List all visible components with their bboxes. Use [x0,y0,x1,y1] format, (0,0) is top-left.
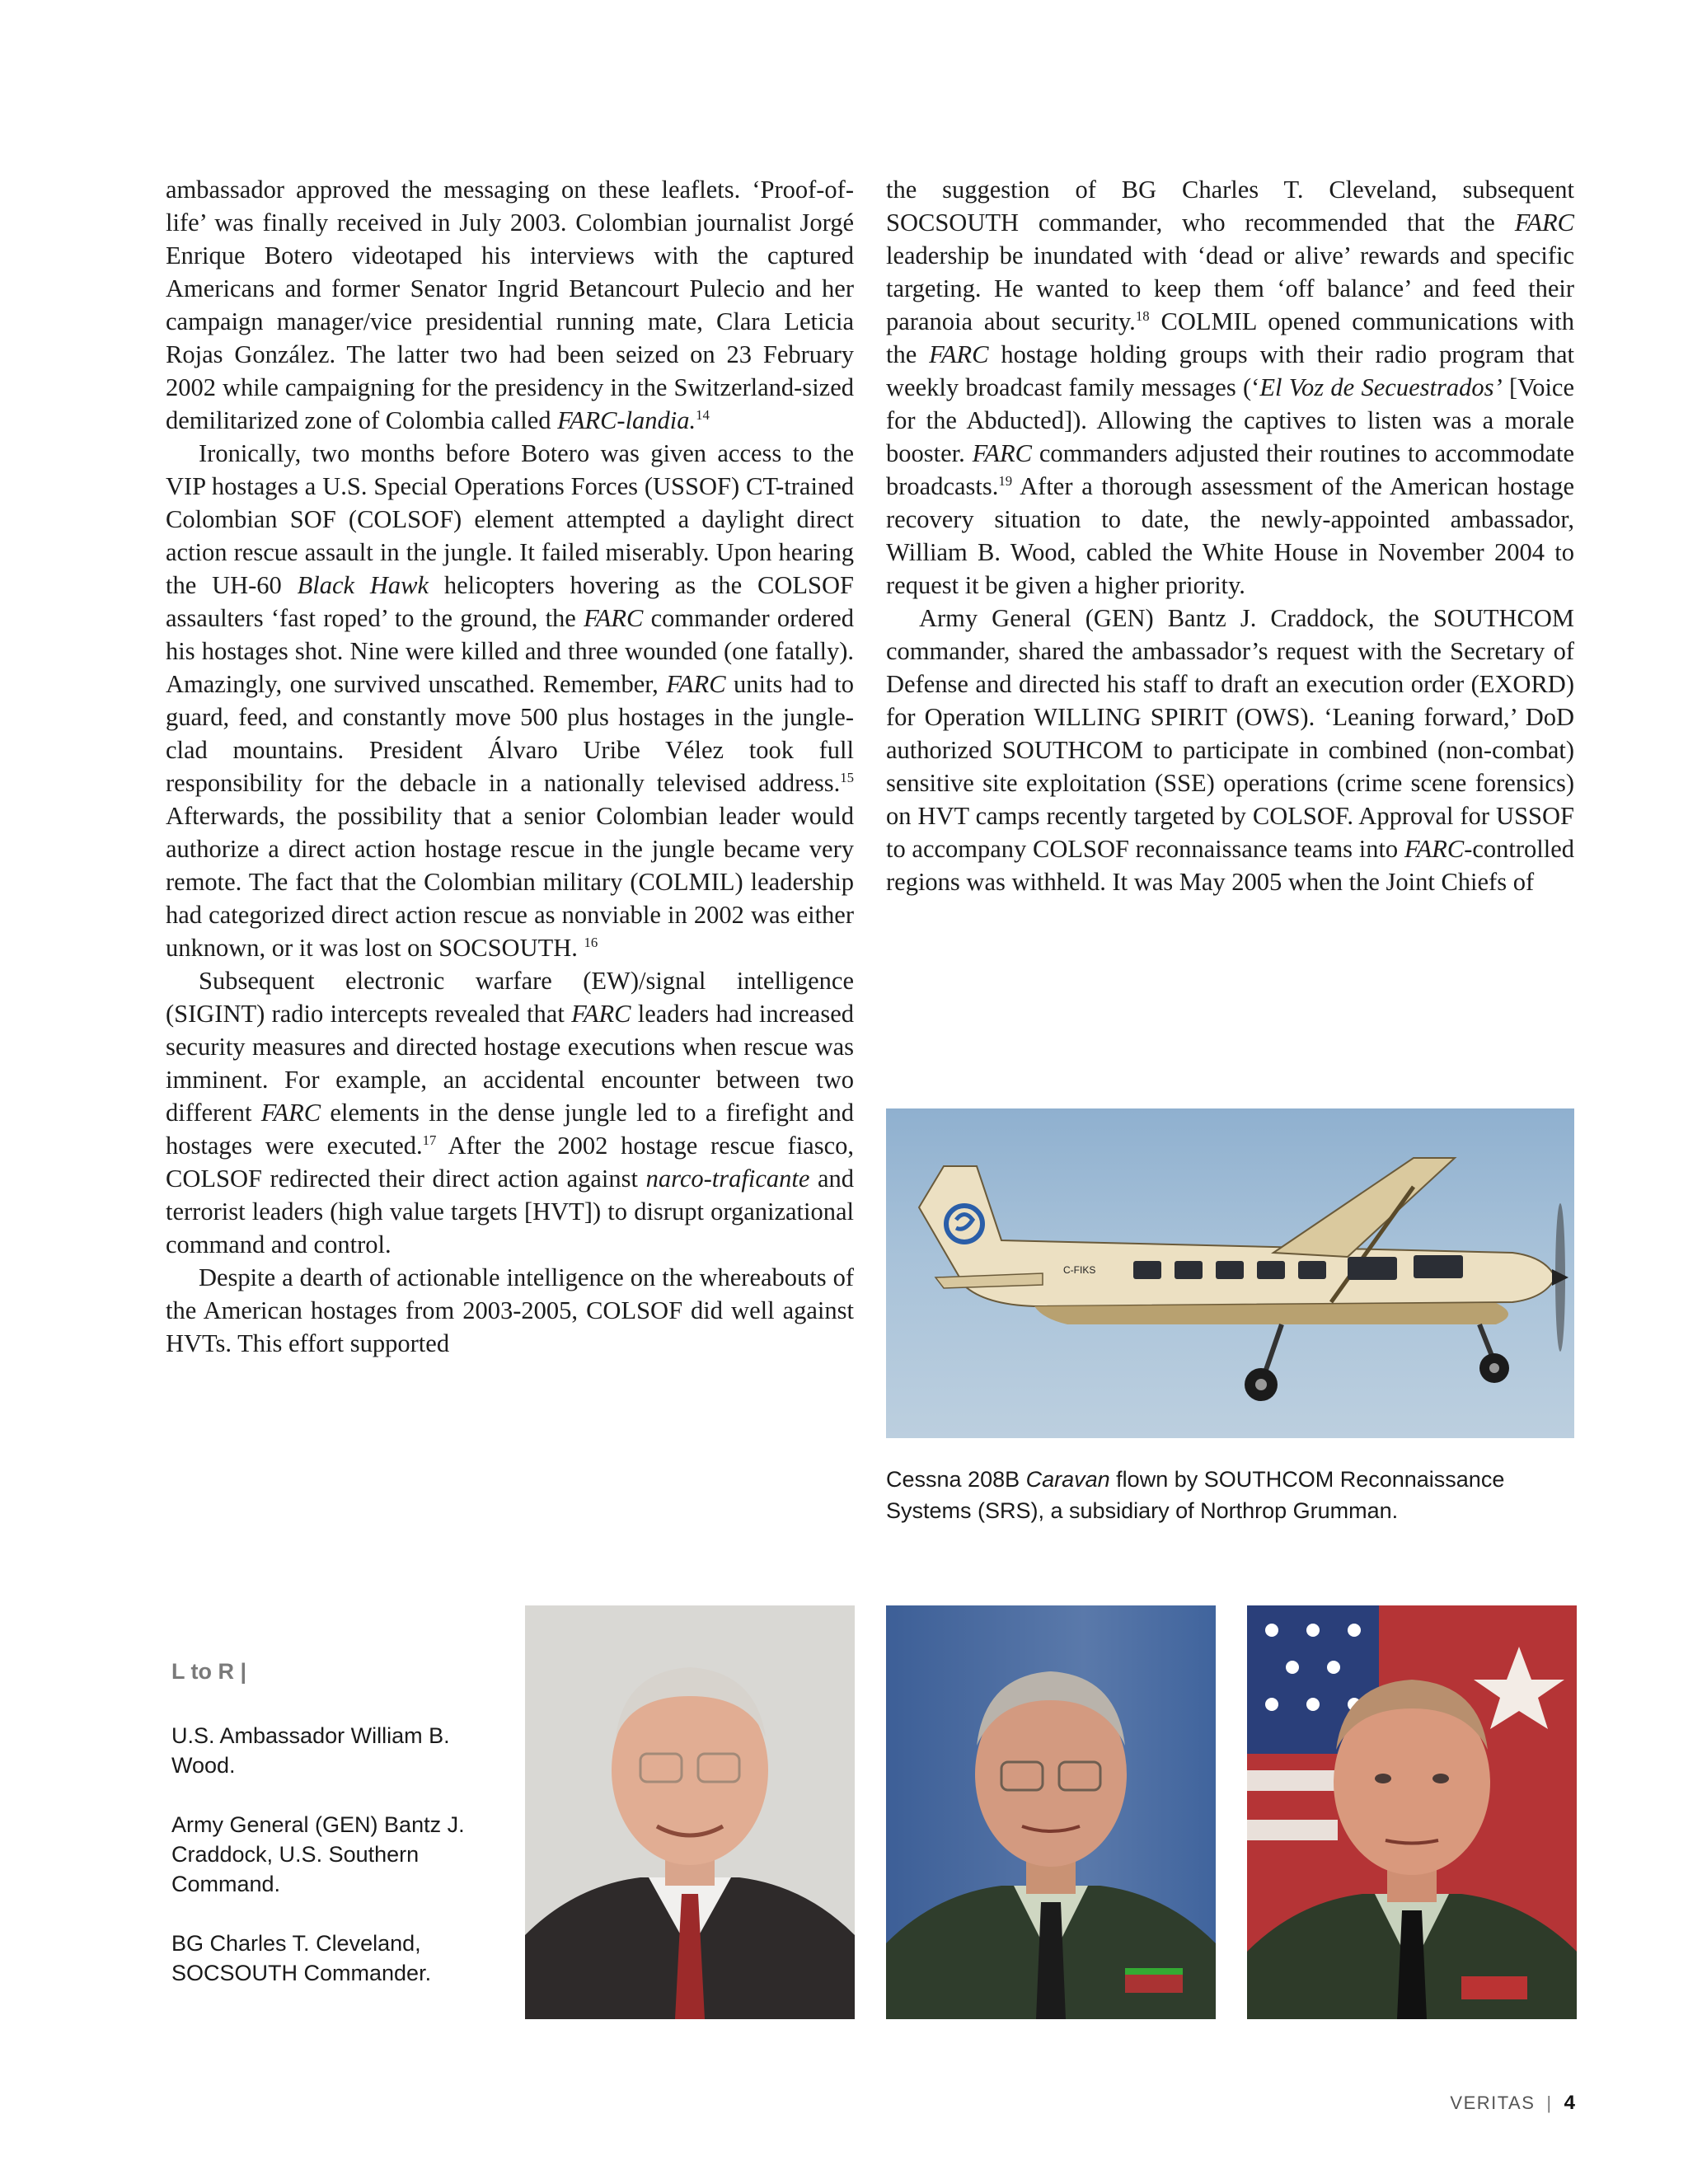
paragraph: Subsequent electronic warfare (EW)/signal intelligence (SIGINT) radio intercepts revealed that FARC leaders had increased security measures and directed hostage executions when rescue was imminent. For example, an accidental encounter between two different FARC elements in the dense jungle led to a firefight and hostages were executed.$^{17}$ After the 2002 hostage rescue fiasco, COLSOF redirected their direct action against narco-traficante and terrorist leaders (high value targets [HVT]) to disrupt organizational command and control. [166,967,854,1258]
footnote-ref[interactable]: 15 [840,769,854,785]
paragraph: Despite a dearth of actionable intelligence on the whereabouts of the American hostages from 2003-2005, COLSOF did well against HVTs. This effort supported [166,1263,854,1357]
airplane-illustration [886,1108,1574,1438]
photo-caption: Cessna 208B Caravan flown by SOUTHCOM Reconnaissance Systems (SRS), a subsidiary of Northrop Grumman. [886,1467,1505,1523]
paragraph: the suggestion of BG Charles T. Cleveland, subsequent SOCSOUTH commander, who recommended that the FARC leadership be inundated with ‘dead or alive’ rewards and specific targeting. He wanted to keep them ‘off balance’ and feed their paranoia about security.$^{18}$ COLMIL opened communications with the FARC hostage holding groups with their radio program that weekly broadcast family messages (‘El Voz de Secuestrados’ [Voice for the Abducted]). Allowing the captives to listen was a morale booster. FARC commanders adjusted their routines to accommodate broadcasts.$^{19}$ After a thorough assessment of the American hostage recovery situation to date, the newly-appointed ambassador, William B. Wood, cabled the White House in November 2004 to request it be given a higher priority. [886,176,1574,599]
paragraph: ambassador approved the messaging on these leaflets. ‘Proof-of-life’ was finally received in July 2003. Colombian journalist Jorgé Enrique Botero videotaped his interviews with the captured Americans and former Senator Ingrid Betancourt Pulecio and her campaign manager/vice presidential running mate, Clara Leticia Rojas González. The latter two had been seized on 23 February 2002 while campaigning for the presidency in the Switzerland-sized demilitarized zone of Colombia called FARC-landia.$^{14}$ [166,176,854,434]
left-text-column [166,173,854,1360]
cessna-caravan-photo [886,1108,1574,1438]
caption-label: L to R | [171,1659,247,1684]
footer-separator: | [1546,2093,1553,2113]
footnote-ref[interactable]: 14 [696,406,710,423]
portrait-caption [171,1657,501,2018]
portrait-gen-craddock [886,1605,1216,2019]
paragraph: Army General (GEN) Bantz J. Craddock, the SOUTHCOM commander, shared the ambassador’s request with the Secretary of Defense and directed his staff to draft an execution order (EXORD) for Operation WILLING SPIRIT (OWS). ‘Leaning forward,’ DoD authorized SOUTHCOM to participate in combined (non-combat) sensitive site exploitation (SSE) operations (crime scene forensics) on HVT camps recently targeted by COLSOF. Approval for USSOF to accompany COLSOF reconnaissance teams into FARC-controlled regions was withheld. It was May 2005 when the Joint Chiefs of [886,604,1574,896]
paragraph: Ironically, two months before Botero was given access to the VIP hostages a U.S. Special Operations Forces (USSOF) CT-trained Colombian SOF (COLSOF) element attempted a daylight direct action rescue assault in the jungle. It failed miserably. Upon hearing the UH-60 Black Hawk helicopters hovering as the COLSOF assaulters ‘fast roped’ to the ground, the FARC commander ordered his hostages shot. Nine were killed and three wounded (one fatally). Amazingly, one survived unscathed. Remember, FARC units had to guard, feed, and constantly move 500 plus hostages in the jungle-clad mountains. President Álvaro Uribe Vélez took full responsibility for the debacle in a nationally televised address.$^{15}$ Afterwards, the possibility that a senior Colombian leader would authorize a direct action hostage rescue in the jungle became very remote. The fact that the Colombian military (COLMIL) leadership had categorized direct action rescue as nonviable in 2002 was either unknown, or it was lost on SOCSOUTH. $^{16}$ [166,439,854,962]
portrait-bg-cleveland [1247,1605,1577,2019]
caption-entry: Army General (GEN) Bantz J. Craddock, U.S. Southern Command. [171,1812,465,1896]
footnote-ref[interactable]: 16 [584,934,598,950]
caption-entry: U.S. Ambassador William B. Wood. [171,1723,450,1778]
publication-name: VERITAS [1450,2093,1536,2113]
footnote-ref[interactable]: 19 [998,472,1013,489]
right-text-column [886,173,1574,898]
portrait-ambassador-wood [525,1605,855,2019]
footnote-ref[interactable]: 18 [1135,307,1150,324]
caption-entry: BG Charles T. Cleveland, SOCSOUTH Commander. [171,1931,432,1985]
page-footer [1450,2092,1575,2115]
page-number: 4 [1564,2092,1575,2114]
tail-number: C-FIKS [1063,1264,1096,1276]
footnote-ref[interactable]: 17 [422,1132,437,1148]
